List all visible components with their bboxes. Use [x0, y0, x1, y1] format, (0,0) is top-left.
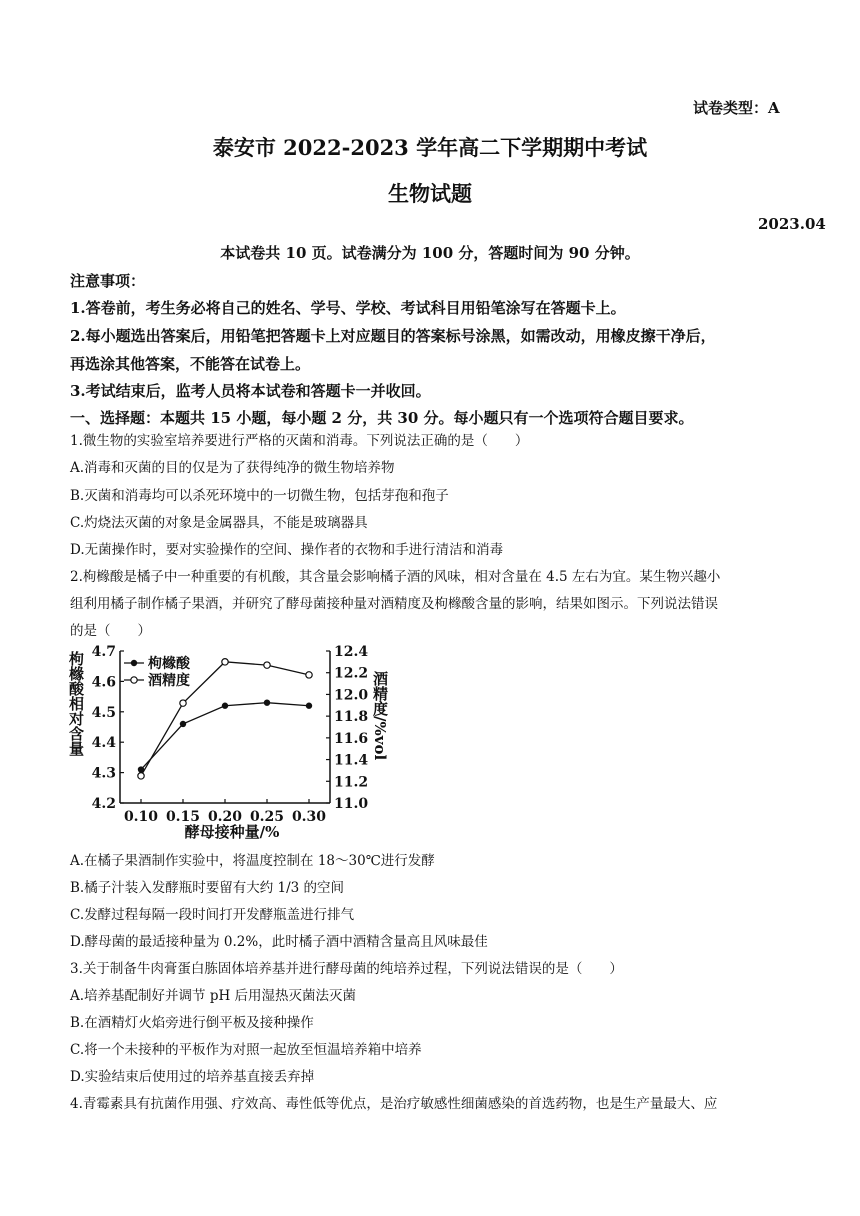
section-heading: 一、选择题：本题共 15 小题，每小题 2 分，共 30 分。每小题只有一个选项符合题目要求。 [70, 409, 694, 427]
right-tick-label: 12.2 [334, 665, 369, 682]
legend-label-series-1: 枸橼酸 [148, 656, 190, 672]
right-tick-label: 11.8 [334, 709, 369, 726]
right-axis-title: 酒精度/%vol [371, 671, 389, 761]
question-3-option-c: C.将一个未接种的平板作为对照一起放至恒温培养箱中培养 [70, 1042, 422, 1058]
note-item: 2.每小题选出答案后，用铅笔把答题卡上对应题目的答案标号涂黑，如需改动，用橡皮擦干净后， [70, 327, 716, 345]
series-2-point [222, 659, 228, 665]
left-tick-label: 4.3 [91, 765, 116, 782]
x-tick-label: 0.20 [207, 809, 243, 825]
legend-marker-open [131, 677, 137, 683]
question-1-option-d: D.无菌操作时，要对实验操作的空间、操作者的衣物和手进行清洁和消毒 [70, 542, 504, 558]
notes-heading: 注意事项： [70, 272, 146, 290]
question-4-stem: 4.青霉素具有抗菌作用强、疗效高、毒性低等优点，是治疗敏感性细菌感染的首选药物，也是生产量最大、应 [70, 1096, 718, 1112]
x-tick-label: 0.25 [249, 809, 285, 825]
series-1-point [138, 766, 144, 772]
question-1-option-a: A.消毒和灭菌的目的仅是为了获得纯净的微生物培养物 [70, 460, 395, 476]
series-1-point [264, 699, 270, 705]
question-2-stem-line: 组利用橘子制作橘子果酒，并研究了酵母菌接种量对酒精度及枸橼酸含量的影响，结果如图示。下列说法错误 [70, 596, 718, 612]
question-2-stem-line: 2.枸橼酸是橘子中一种重要的有机酸，其含量会影响橘子酒的风味，相对含量在 4.5 左右为宜。某生物兴趣小 [70, 569, 721, 585]
question-1-option-c: C.灼烧法灭菌的对象是金属器具，不能是玻璃器具 [70, 515, 368, 531]
paper-type-label: 试卷类型：A [693, 99, 780, 117]
question-2-option-c: C.发酵过程每隔一段时间打开发酵瓶盖进行排气 [70, 907, 355, 923]
right-tick-label: 12.0 [334, 687, 369, 704]
question-1-option-b: B.灭菌和消毒均可以杀死环境中的一切微生物，包括芽孢和孢子 [70, 488, 449, 504]
question-3-option-a: A.培养基配制好并调节 pH 后用湿热灭菌法灭菌 [70, 988, 357, 1004]
note-item: 3.考试结束后，监考人员将本试卷和答题卡一并收回。 [70, 382, 431, 400]
subject-title: 生物试题 [388, 181, 472, 206]
legend-label-series-2: 酒精度 [148, 673, 190, 689]
question-3-option-b: B.在酒精灯火焰旁进行倒平板及接种操作 [70, 1015, 314, 1031]
right-tick-label: 11.6 [334, 730, 369, 747]
series-1-point [180, 721, 186, 727]
exam-title: 泰安市 2022-2023 学年高二下学期期中考试 [212, 135, 648, 160]
x-tick-label: 0.10 [123, 809, 159, 825]
question-2-option-a: A.在橘子果酒制作实验中，将温度控制在 18～30℃进行发酵 [70, 853, 435, 869]
right-tick-label: 11.2 [334, 774, 369, 791]
series-1-point [222, 703, 228, 709]
legend [124, 655, 191, 689]
series-2-point [138, 773, 144, 779]
left-tick-label: 4.7 [91, 644, 116, 660]
x-axis-title: 酵母接种量/% [184, 823, 280, 841]
right-tick-label: 11.4 [334, 752, 369, 769]
right-tick-label: 12.4 [334, 644, 369, 660]
note-item: 再选涂其他答案，不能答在试卷上。 [70, 355, 311, 373]
question-3-option-d: D.实验结束后使用过的培养基直接丢弃掉 [70, 1069, 315, 1085]
legend-marker-filled [131, 660, 137, 666]
chart [62, 643, 392, 848]
series-2-point [180, 700, 186, 706]
series-line-1 [141, 703, 309, 770]
left-tick-label: 4.6 [91, 674, 116, 691]
left-tick-label: 4.5 [91, 704, 116, 721]
series-2-point [264, 662, 270, 668]
question-2-option-d: D.酵母菌的最适接种量为 0.2%，此时橘子酒中酒精含量高且风味最佳 [70, 934, 488, 950]
note-item: 1.答卷前，考生务必将自己的姓名、学号、学校、考试科目用铅笔涂写在答题卡上。 [70, 299, 626, 317]
question-1-stem: 1.微生物的实验室培养要进行严格的灭菌和消毒。下列说法正确的是（ ） [70, 433, 529, 449]
question-3-stem: 3.关于制备牛肉膏蛋白胨固体培养基并进行酵母菌的纯培养过程，下列说法错误的是（ ） [70, 961, 623, 977]
exam-date: 2023.04 [758, 215, 826, 233]
x-tick-label: 0.15 [165, 809, 201, 825]
left-tick-label: 4.4 [91, 735, 116, 752]
question-2-stem-line: 的是（ ） [70, 623, 151, 639]
left-axis-title: 枸橼酸相对含量 [67, 651, 85, 756]
left-tick-label: 4.2 [91, 796, 116, 812]
right-tick-label: 11.0 [334, 796, 369, 812]
x-tick-label: 0.30 [291, 809, 327, 825]
question-2-option-b: B.橘子汁装入发酵瓶时要留有大约 1/3 的空间 [70, 880, 345, 896]
exam-summary: 本试卷共 10 页。试卷满分为 100 分，答题时间为 90 分钟。 [220, 244, 640, 262]
series-2-point [306, 672, 312, 678]
series-1-point [306, 703, 312, 709]
